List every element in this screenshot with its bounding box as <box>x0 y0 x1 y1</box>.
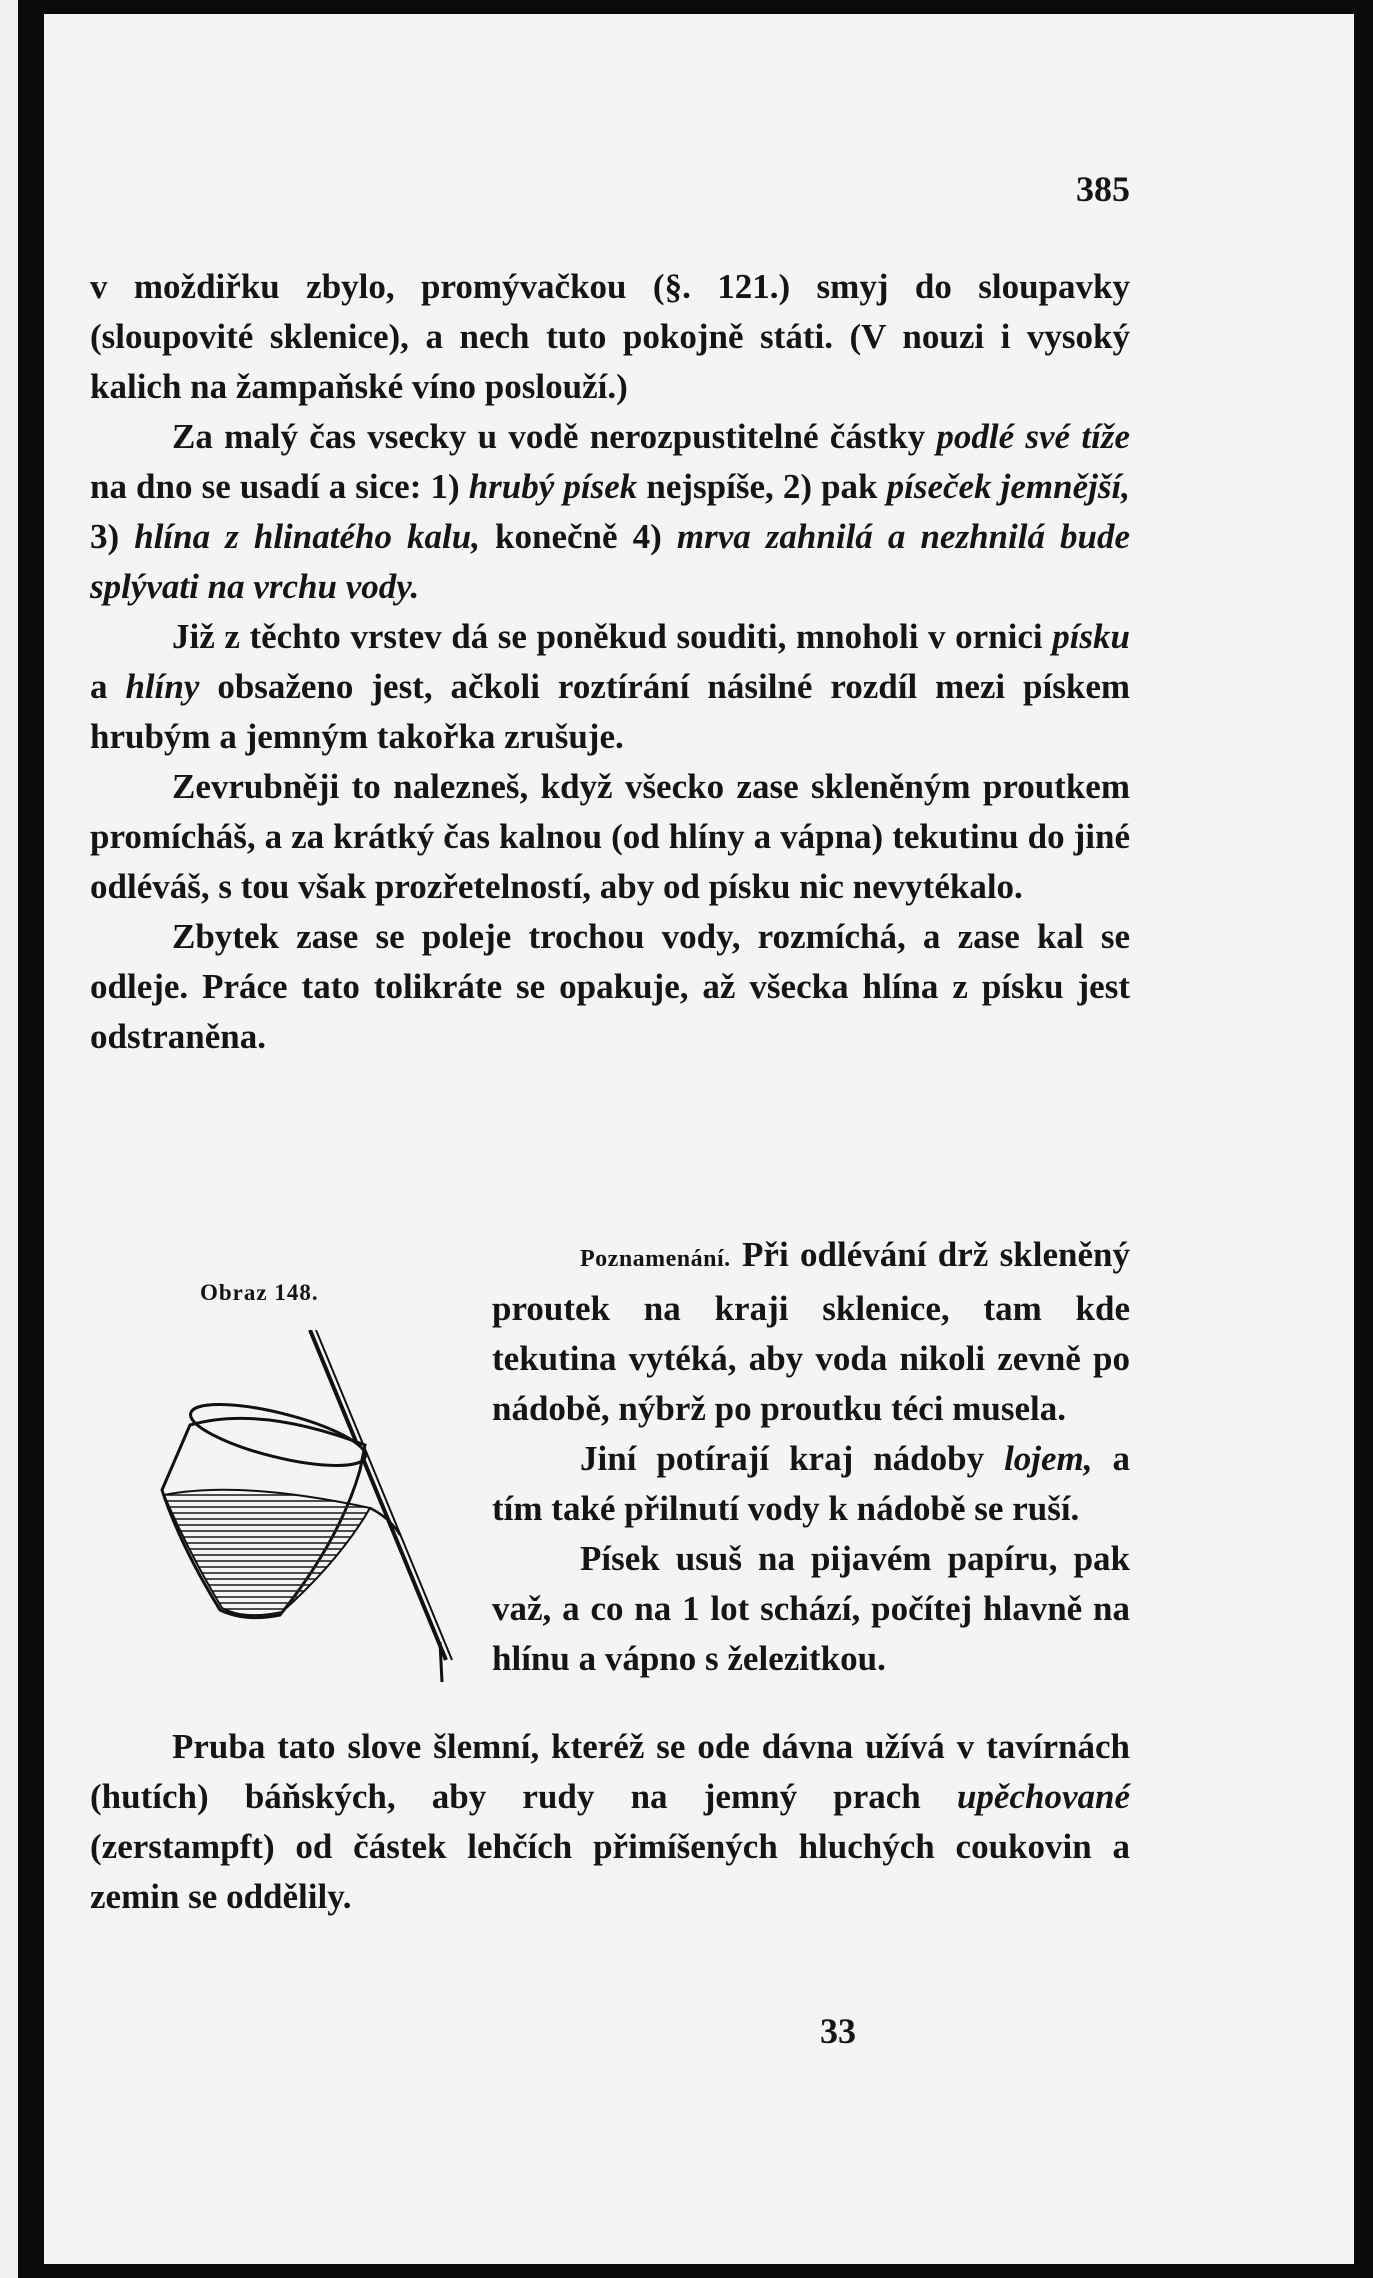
paragraph-pruba <box>90 1722 1130 1922</box>
text-run: Jiní potírají kraj nádoby <box>580 1439 1005 1478</box>
italic-term: písku <box>1052 617 1130 656</box>
italic-term: hrubý písek <box>468 467 638 506</box>
signature-mark: 33 <box>820 2011 856 2051</box>
text-run: a tím také přilnutí vody k nádobě se ruší. <box>492 1439 1130 1528</box>
page-edge <box>0 0 18 2278</box>
paragraph-1: v moždiřku zbylo, promývačkou (§. 121.) smyj do sloupavky (sloupovité sklenice), a nech tuto pokojně státi. (V nouzi i vysoký kalich na žampaňské víno poslouží.) <box>90 267 1130 406</box>
italic-term: hlína z hlinatého kalu, <box>134 517 480 556</box>
note-paragraph <box>492 1230 1130 1434</box>
side-text <box>492 1230 1130 1684</box>
paragraph-2 <box>90 412 1130 612</box>
text-run: (zerstampft) od částek lehčích přimíšených hluchých coukovin a zemin se oddělily. <box>90 1827 1130 1916</box>
page-number: 385 <box>1076 169 1130 209</box>
text-run: na dno se usadí a sice: 1) <box>90 467 469 506</box>
text-run: a <box>90 667 126 706</box>
side-paragraph-2 <box>492 1534 1130 1684</box>
italic-term: píseček jemnější, <box>886 467 1130 506</box>
text-run: nejspíše, 2) pak <box>637 467 887 506</box>
italic-term: hlíny <box>125 667 200 706</box>
text-run: Již z těchto vrstev dá se poněkud souditi, mnoholi v ornici <box>172 617 1053 656</box>
note-text: Při odlévání drž skleněný proutek na kraji sklenice, tam kde tekutina vytéká, aby voda nikoli zevně po nádobě, nýbrž po proutku téci musela. <box>492 1235 1130 1428</box>
text-run: 3) <box>90 517 135 556</box>
figure-caption: Obraz 148. <box>200 1280 319 1305</box>
body-text-top <box>90 262 1130 1062</box>
italic-term: podlé své tíže <box>936 417 1130 456</box>
side-paragraph-1 <box>492 1434 1130 1534</box>
italic-term: mrva zahnilá a nezhnilá bude splývati na vrchu vody. <box>90 517 1131 606</box>
text-run: obsaženo jest, ačkoli roztírání násilné rozdíl mezi pískem hrubým a jemným takořka zrušuje. <box>90 667 1131 756</box>
decanting-glass-illustration <box>150 1330 470 1710</box>
water-drip <box>440 1642 442 1682</box>
text-run: Pruba tato slove šlemní, kteréž se ode dávna užívá v tavírnách (hutích) báňských, aby rudy na jemný prach <box>90 1727 1130 1816</box>
body-text-bottom <box>90 1722 1130 1922</box>
paragraph-3 <box>90 612 1130 762</box>
italic-term: upěchované <box>956 1777 1130 1816</box>
italic-term: lojem, <box>1004 1439 1093 1478</box>
paragraph-5: Zbytek zase se poleje trochou vody, rozmíchá, a zase kal se odleje. Práce tato tolikráte se opakuje, až všecka hlína z písku jest odstraněna. <box>90 917 1130 1056</box>
paragraph-4: Zevrubněji to nalezneš, když všecko zase skleněným proutkem promícháš, a za krátký čas kalnou (od hlíny a vápna) tekutinu do jiné odléváš, s tou však prozřetelností, aby od písku nic nevytékalo. <box>90 767 1130 906</box>
text-run: Písek usuš na pijavém papíru, pak važ, a co na 1 lot schází, počítej hlavně na hlínu a vápno s železitkou. <box>492 1539 1130 1678</box>
text-run: konečně 4) <box>479 517 677 556</box>
note-label: Poznamenání. <box>580 1246 731 1272</box>
figure-148 <box>90 1230 470 1710</box>
text-run: Za malý čas vsecky u vodě nerozpustitelné částky <box>172 417 937 456</box>
liquid <box>164 1490 370 1615</box>
